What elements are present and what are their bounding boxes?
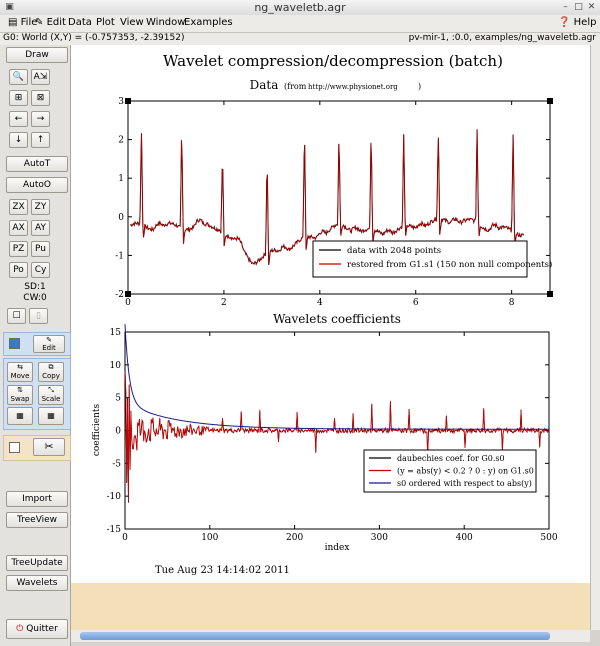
- selection-handle: [547, 291, 553, 297]
- selection-handle: [547, 98, 553, 104]
- status-file: pv-mir-1, :0.0, examples/ng_waveletb.agr: [408, 33, 596, 43]
- pz-button[interactable]: PZ: [9, 241, 28, 257]
- wavelets-button[interactable]: Wavelets: [6, 575, 68, 591]
- canvas-footer-band: [71, 583, 590, 630]
- legend-entry: s0 ordered with respect to abs(y): [397, 479, 532, 488]
- plot1-title: Data: [249, 78, 279, 92]
- arrow-up-icon[interactable]: ↑: [31, 132, 50, 148]
- treeupdate-button[interactable]: TreeUpdate: [6, 555, 68, 571]
- legend-entry: data with 2048 points: [347, 246, 442, 256]
- legend-entry: restored from G1.s1 (150 non null components): [347, 260, 553, 270]
- autoscale-icon[interactable]: A⇲: [31, 69, 50, 85]
- y-tick-label: 2: [118, 135, 124, 146]
- grid-button-2[interactable]: [38, 407, 64, 425]
- plot1-subtitle-suffix: ): [418, 82, 422, 91]
- data-plot: [115, 97, 553, 308]
- sd-label: SD:1: [24, 282, 46, 292]
- ay-button[interactable]: AY: [31, 220, 50, 236]
- y-tick-label: 5: [115, 393, 121, 404]
- menu-window[interactable]: Window: [146, 17, 186, 28]
- x-tick-label: 2: [221, 298, 227, 308]
- legend-entry: (y = abs(y) < 0.2 ? 0 : y) on G1.s0: [397, 466, 534, 476]
- selection-handle: [125, 98, 131, 104]
- page-button[interactable]: [29, 308, 48, 324]
- y-tick-label: 0: [118, 212, 124, 223]
- horizontal-scroll-thumb[interactable]: [80, 632, 550, 640]
- window-titlebar: [0, 0, 600, 16]
- zx-button[interactable]: ZX: [9, 199, 28, 215]
- y-tick-label: 15: [109, 328, 121, 338]
- scissors-button[interactable]: [33, 438, 65, 456]
- y-tick-label: -15: [106, 525, 121, 535]
- arrow-right-icon[interactable]: →: [31, 111, 50, 127]
- quitter-button[interactable]: ⏻ Quitter: [6, 619, 68, 639]
- edit-icon: ✎: [35, 17, 44, 28]
- x-tick-label: 8: [508, 298, 515, 308]
- arrow-left-icon[interactable]: ←: [9, 111, 28, 127]
- cy-button[interactable]: Cy: [31, 262, 50, 278]
- status-bar: [0, 33, 600, 45]
- help-icon: ❓: [558, 17, 571, 28]
- file-icon: ▤: [8, 17, 18, 28]
- draw-button[interactable]: Draw: [6, 47, 68, 63]
- x-tick-label: 400: [455, 533, 473, 543]
- y-tick-label: 10: [109, 360, 121, 371]
- shrink-icon[interactable]: ⊠: [31, 90, 50, 106]
- selection-handle: [125, 291, 131, 297]
- plot2-legend: [364, 450, 536, 492]
- window-menu-icon[interactable]: ▣: [5, 2, 14, 12]
- menu-plot[interactable]: Plot: [96, 17, 115, 28]
- autoo-button[interactable]: AutoO: [6, 177, 68, 193]
- copy-icon: ⧉: [48, 363, 54, 371]
- edit-button[interactable]: ✎ Edit: [33, 335, 65, 353]
- coefficients-plot: [107, 324, 558, 543]
- arrow-down-icon[interactable]: ↓: [9, 132, 28, 148]
- swap-icon: ⇅: [17, 386, 23, 394]
- copy-button[interactable]: ⧉ Copy: [38, 362, 64, 382]
- x-tick-label: 500: [540, 533, 558, 543]
- y-tick-label: -2: [115, 290, 124, 300]
- grid-button-1[interactable]: [7, 407, 33, 425]
- x-tick-label: 6: [412, 298, 419, 308]
- pu-button[interactable]: Pu: [31, 241, 50, 257]
- menu-examples[interactable]: Examples: [184, 17, 233, 28]
- scale-icon: ⤡: [48, 386, 54, 394]
- zy-button[interactable]: ZY: [31, 199, 50, 215]
- swap-button[interactable]: ⇅ Swap: [7, 385, 33, 405]
- series-ordered-line: [125, 324, 549, 429]
- expand-icon[interactable]: ⊞: [9, 90, 28, 106]
- grid-icon: ▦: [16, 411, 24, 420]
- move-icon: ⇆: [17, 363, 23, 371]
- maximize-icon[interactable]: □: [574, 2, 583, 12]
- treeview-button[interactable]: TreeView: [6, 512, 68, 528]
- move-button[interactable]: ⇆ Move: [7, 362, 33, 382]
- y-tick-label: 3: [118, 97, 124, 107]
- world-coords: G0: World (X,Y) = (-0.757353, -2.39152): [3, 33, 185, 43]
- graph-canvas[interactable]: [71, 45, 590, 630]
- menu-help[interactable]: ❓ Help: [558, 17, 597, 28]
- grid-icon: ▦: [47, 411, 55, 420]
- autot-button[interactable]: AutoT: [6, 156, 68, 172]
- square-icon: ☐: [12, 311, 21, 321]
- menu-data[interactable]: Data: [68, 17, 92, 28]
- menu-view[interactable]: View: [120, 17, 144, 28]
- quit-icon: ⏻: [16, 624, 24, 634]
- y-tick-label: -1: [115, 251, 124, 262]
- left-toolbar: [0, 45, 71, 646]
- close-icon[interactable]: ✕: [587, 2, 596, 12]
- x-tick-label: 0: [122, 533, 128, 543]
- po-button[interactable]: Po: [9, 262, 28, 278]
- plot2-xlabel: index: [324, 543, 350, 553]
- plot2-title: Wavelets coefficients: [273, 312, 401, 326]
- y-tick-label: -5: [112, 459, 121, 470]
- plot1-legend: [313, 241, 552, 277]
- cw-label: CW:0: [23, 293, 47, 303]
- y-tick-label: -10: [106, 492, 121, 503]
- select-button[interactable]: [7, 308, 26, 324]
- x-tick-label: 300: [370, 533, 388, 543]
- scale-button[interactable]: ⤡ Scale: [38, 385, 64, 405]
- timestamp: Tue Aug 23 14:14:02 2011: [155, 565, 290, 576]
- menu-file[interactable]: ▤ File: [8, 17, 38, 28]
- page-icon: ▯: [36, 311, 41, 321]
- ax-button[interactable]: AX: [9, 220, 28, 236]
- import-button[interactable]: Import: [6, 491, 68, 507]
- x-tick-label: 200: [286, 533, 304, 543]
- vertical-scrollbar[interactable]: [590, 45, 600, 630]
- menubar: [0, 15, 600, 33]
- legend-entry: daubechies coef. for G0.s0: [397, 454, 505, 463]
- y-tick-label: 1: [118, 174, 124, 185]
- x-tick-label: 4: [316, 298, 323, 308]
- menu-edit[interactable]: ✎ Edit: [35, 17, 66, 28]
- x-tick-label: 0: [125, 298, 131, 308]
- plot2-ylabel: coefficients: [92, 403, 102, 457]
- zoom-icon[interactable]: 🔍: [9, 69, 28, 85]
- plot1-subtitle-prefix: (from: [284, 82, 307, 91]
- edit-tool-icon: ✎: [46, 336, 52, 344]
- plot1-subtitle-url: http://www.physionet.org: [308, 83, 398, 91]
- x-tick-label: 100: [201, 533, 219, 543]
- y-tick-label: 0: [115, 426, 121, 437]
- window-title: ng_waveletb.agr: [254, 1, 346, 14]
- scissors-icon: ✂: [44, 440, 54, 453]
- minimize-icon[interactable]: –: [563, 2, 568, 12]
- scissors-checkbox[interactable]: [9, 442, 20, 453]
- edit-checkbox[interactable]: [9, 338, 20, 349]
- canvas-title: Wavelet compression/decompression (batch): [163, 52, 503, 70]
